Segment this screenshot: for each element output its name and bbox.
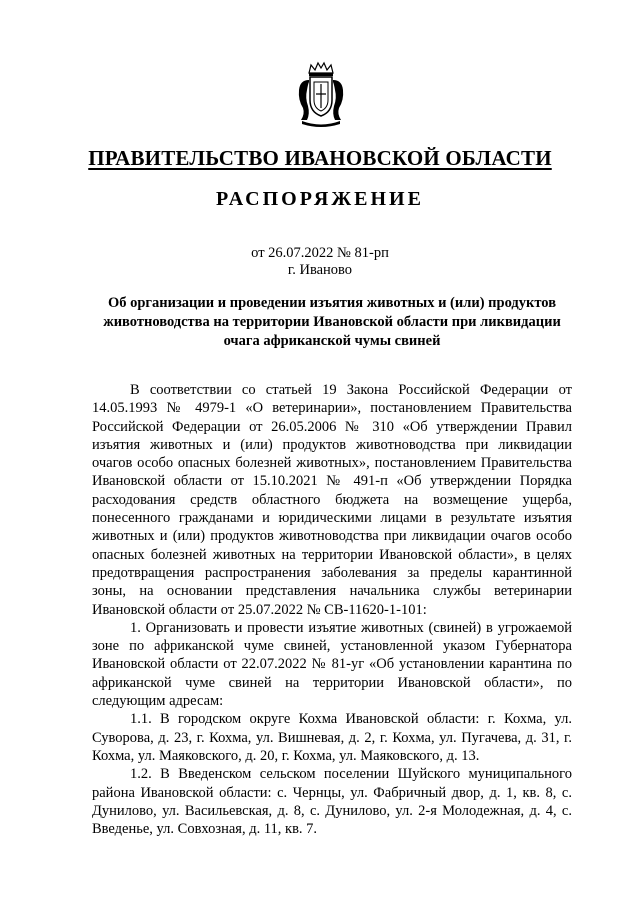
coat-of-arms-icon [294,60,348,128]
document-subject: Об организации и проведении изъятия животных и (или) продуктов животноводства на территории Ивановской области при ликвидации очага африканской чумы свиней [103,295,561,349]
preamble-paragraph: В соответствии со статьей 19 Закона Российской Федерации от 14.05.1993 № 4979-1 «О ветеринарии», постановлением Правительства Российской Федерации от 26.05.2006 № 310 «Об утверждении Правил изъятия животных и (или) продуктов животноводства при ликвидации очагов особо опасных болезней животных», постановлением Правительства Ивановской области от 15.10.2021 № 491-п «Об утверждении Порядка расходования средств областного бюджета на возмещение ущерба, понесенного гражданами и юридическими лицами в результате изъятия животных и (или) продуктов животноводства при ликвидации очагов особо опасных болезней животных на территории Ивановской области», в целях предотвращения распространения заболевания за пределы карантинной зоны, на основании представления начальника службы ветеринарии Ивановской области от 25.07.2022 № СВ-11620-1-101: [92,382,572,618]
document-city: г. Иваново [287,262,353,278]
clause-1-paragraph: 1. Организовать и провести изъятие животных (свиней) в угрожаемой зоне по африканской чуме свиней, установленной указом Губернатора Ивановской области от 22.07.2022 № 81-уг «Об установлении карантина по африканской чуме свиней на территории Ивановской области», по следующим адресам: [92,619,572,710]
document-date-number: от 26.07.2022 № 81-рп [251,245,389,261]
document-type: РАСПОРЯЖЕНИЕ [216,188,424,210]
clause-1-2-paragraph: 1.2. В Введенском сельском поселении Шуйского муниципального района Ивановской области: с. Чернцы, ул. Фабричный двор, д. 1, кв. 8, с. Дунилово, ул. Васильевская, д. 8, с. Дунилово, ул. 2-я Молодежная, д. 4, с. Введенье, ул. Совхозная, д. 11, кв. 7. [92,766,572,838]
clause-1-1-paragraph: 1.1. В городском округе Кохма Ивановской области: г. Кохма, ул. Суворова, д. 23, г. Кохма, ул. Вишневая, д. 2, г. Кохма, ул. Пугачева, д. 31, г. Кохма, ул. Маяковского, д. 20, г. Кохма, ул. Маяковского, д. 13. [92,711,572,764]
document-body [92,381,572,838]
government-title: ПРАВИТЕЛЬСТВО ИВАНОВСКОЙ ОБЛАСТИ [88,146,552,170]
